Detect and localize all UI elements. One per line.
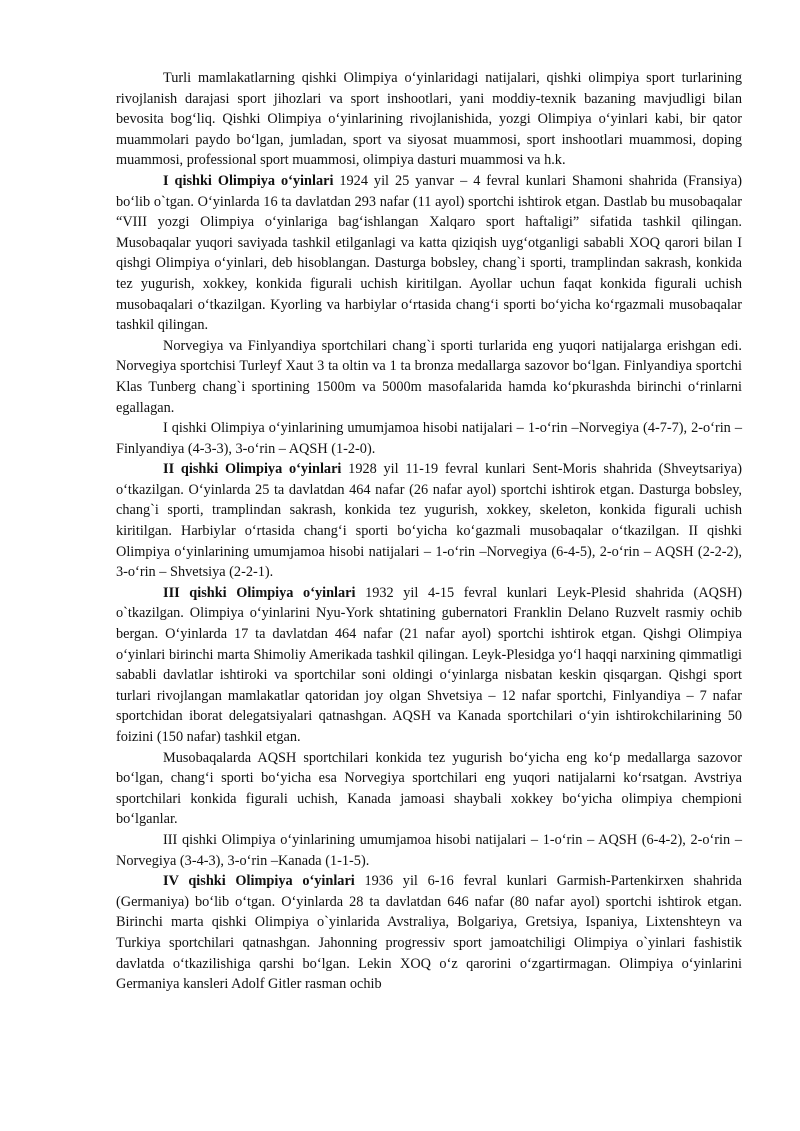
paragraph-third-games-results [116,830,742,871]
paragraph-intro [116,68,742,171]
paragraph-heading: I qishki Olimpiya o‘yinlari [163,172,334,189]
paragraph-third-games-medals [116,748,742,830]
paragraph-text: 1924 yil 25 yanvar – 4 fevral kunlari Shamoni shahrida (Fransiya) bo‘lib o`tgan. O‘yinlarda 16 ta davlatdan 293 nafar (11 ayol) sportchi ishtirok etgan. Dastlab bu musobaqalar “VIII yozgi Olimpiya o‘yinlariga bag‘ishlangan Xalqaro sport haftaligi” sifatida tashkil qilingan. Musobaqalar yuqori saviyada tashkil etilganlagi va katta qiziqish uyg‘otganligi sababli XOQ qarori bilan I qishgi Olimpiya o‘yinlari, deb hisoblangan. Dasturga bobsley, chang`i sporti, tramplindan sakrash, konkida tez yugurish, xokkey, konkida figurali uchish kiritilgan. Ayollar uchun faqat konkida figurali uchish musobaqalari o‘tkazilgan. Kyorling va harbiylar o‘rtasida chang‘i sporti bo‘yicha ko‘rgazmali musobaqalar tashkil qilingan. [116,172,742,334]
document-page [116,68,742,995]
paragraph-text: 1928 yil 11-19 fevral kunlari Sent-Moris shahrida (Shveytsariya) o‘tkazilgan. O‘yinlarda 25 ta davlatdan 464 nafar (26 nafar ayol) sportchi ishtirok etgan. Dasturga bobsley, chang`i sporti, tramplindan sakrash, konkida tez yugurish, xokkey, skeleton, konkida figurali uchish kiritilgan. Harbiylar o‘rtasida chang‘i sporti bo‘yicha ko‘gazmali musobaqalar o‘tkazilgan. II qishki Olimpiya o‘yinlarining umumjamoa hisobi natijalari – 1-o‘rin –Norvegiya (6-4-5), 2-o‘rin – AQSH (2-2-2), 3-o‘rin – Shvetsiya (2-2-1). [116,461,743,581]
paragraph-fourth-games [116,871,742,995]
paragraph-text: III qishki Olimpiya o‘yinlarining umumjamoa hisobi natijalari – 1-o‘rin – AQSH (6-4-2), 2-o‘rin – Norvegiya (3-4-3), 3-o‘rin –Kanada (1-1-5). [116,831,742,869]
paragraph-text: Musobaqalarda AQSH sportchilari konkida tez yugurish bo‘yicha eng ko‘p medallarga sazovor bo‘lgan, chang‘i sporti bo‘yicha esa Norvegiya sportchilari eng yuqori natijalarni ko‘rsatgan. Avstriya sportchilari konkida figurali uchish, Kanada jamoasi shaybali xokkey bo‘yicha olimpiya chempioni bo‘lganlar. [116,749,742,828]
paragraph-heading: II qishki Olimpiya o‘yinlari [163,461,342,478]
paragraph-text: 1936 yil 6-16 fevral kunlari Garmish-Partenkirxen shahrida (Germaniya) bo‘lib o‘tgan. O‘yinlarda 28 ta davlatdan 646 nafar (80 nafar ayol) sportchi ishtirok etgan. Birinchi marta qishki Olimpiya o`yinlarida Avstraliya, Bolgariya, Gretsiya, Ispaniya, Lixtenshteyn va Turkiya sportchilari qatnashgan. Jahonning progressiv sport jamoatchiligi Olimpiya o`yinlari fashistik davlatda o‘tkazilishiga qarshi bo‘lgan. Lekin XOQ o‘z qarorini o‘zgartirmagan. Olimpiya o‘yinlarini Germaniya kansleri Adolf Gitler rasman ochib [116,873,742,993]
paragraph-text: 1932 yil 4-15 fevral kunlari Leyk-Plesid shahrida (AQSH) o`tkazilgan. Olimpiya o‘yinlarini Nyu-York shtatining gubernatori Franklin Delano Ruzvelt rasmiy ochib bergan. O‘yinlarda 17 ta davlatdan 464 nafar (21 nafar ayol) sportchi ishtirok etgan. Qishgi Olimpiya o‘yinlari birinchi marta Shimoliy Amerikada tashkil qilingan. Leyk-Plesidga yo‘l haqqi narxining qimmatligi sababli davlatlar ishtiroki va sportchilar soni oldingi o‘yinlarga nisbatan keskin qisqargan. Qishgi sport turlari rivojlangan mamlakatlar qatoridan joy olgan Shvetsiya – 12 nafar sportchi, Finlyandiya – 7 nafar sportchidan iborat delegatsiyalari qatnashgan. AQSH va Kanada sportchilari o‘yin ishtirokchilarining 50 foizini (150 nafar) tashkil etgan. [116,584,742,745]
paragraph-second-games [116,459,742,583]
paragraph-text: Norvegiya va Finlyandiya sportchilari chang`i sporti turlarida eng yuqori natijalarga erishgan edi. Norvegiya sportchisi Turleyf Xaut 3 ta oltin va 1 ta bronza medallarga sazovor bo‘lgan. Finlyandiya sportchi Klas Tunberg chang`i sportining 1500m va 5000m masofalarida hamda ko‘pkurashda birinchi o‘rinlarni egallagan. [116,337,742,416]
paragraph-third-games [116,583,742,748]
paragraph-text: Turli mamlakatlarning qishki Olimpiya o‘yinlaridagi natijalari, qishki olimpiya sport turlarining rivojlanish darajasi sport jihozlari va sport inshootlari, yani moddiy-texnik bazaning mavjudligi bilan bevosita bog‘liq. Qishki Olimpiya o‘yinlarining rivojlanishida, yozgi Olimpiya o‘yinlari kabi, bir qator muammolari paydo bo‘lgan, jumladan, sport va siyosat muammosi, sport inshootlari muammosi, doping muammosi, professional sport muammosi, olimpiya dasturi muammosi va h.k. [116,70,742,169]
paragraph-first-games-results [116,418,742,459]
paragraph-heading: III qishki Olimpiya o‘yinlari [163,584,356,601]
paragraph-norway-finland [116,336,742,418]
paragraph-first-games [116,171,742,336]
paragraph-text: I qishki Olimpiya o‘yinlarining umumjamoa hisobi natijalari – 1-o‘rin –Norvegiya (4-7-7), 2-o‘rin – Finlyandiya (4-3-3), 3-o‘rin – AQSH (1-2-0). [116,420,742,457]
paragraph-heading: IV qishki Olimpiya o‘yinlari [163,873,355,890]
